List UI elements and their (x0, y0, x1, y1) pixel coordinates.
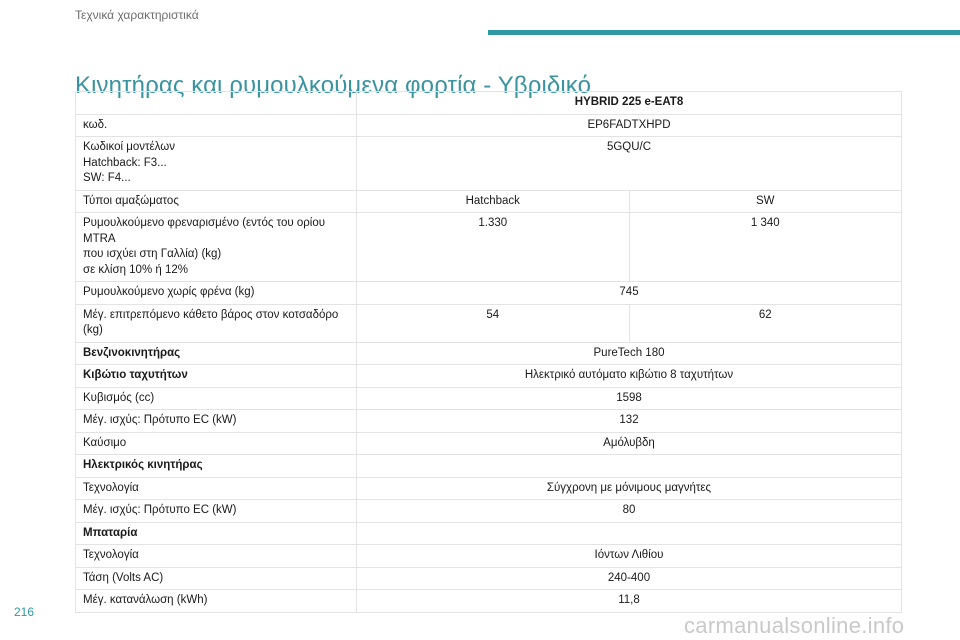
section-label: Βενζινοκινητήρας (76, 342, 357, 365)
table-row (76, 567, 902, 590)
row-label: Μέγ. κατανάλωση (kWh) (76, 590, 357, 613)
row-label: κωδ. (76, 114, 357, 137)
row-value: 5GQU/C (357, 137, 902, 191)
row-label: Τεχνολογία (76, 477, 357, 500)
row-label: Τάση (Volts AC) (76, 567, 357, 590)
row-label-line: SW: F4... (83, 172, 131, 184)
row-value: Σύγχρονη με μόνιμους μαγνήτες (357, 477, 902, 500)
table-row (76, 213, 902, 282)
page-number: 216 (14, 605, 35, 619)
table-row (76, 137, 902, 191)
row-label-line: Κωδικοί μοντέλων (83, 141, 175, 153)
row-value: 132 (357, 410, 902, 433)
row-value: 80 (357, 500, 902, 523)
row-value: 11,8 (357, 590, 902, 613)
row-value: Ηλεκτρικό αυτόματο κιβώτιο 8 ταχυτήτων (357, 365, 902, 388)
row-value-hatchback: 54 (357, 304, 630, 342)
row-value-sw: 1 340 (629, 213, 902, 282)
table-row (76, 342, 902, 365)
row-label: Μέγ. επιτρεπόμενο κάθετο βάρος στον κοτσαδόρο (kg) (76, 304, 357, 342)
row-value: Αμόλυβδη (357, 432, 902, 455)
row-value-hatchback: Hatchback (357, 190, 630, 213)
row-value-hatchback: 1.330 (357, 213, 630, 282)
row-value (357, 455, 902, 478)
row-value: EP6FADTXHPD (357, 114, 902, 137)
row-label: Ρυμουλκούμενο χωρίς φρένα (kg) (76, 282, 357, 305)
table-row (76, 304, 902, 342)
row-value: 240-400 (357, 567, 902, 590)
table-row (76, 190, 902, 213)
row-label-line: Hatchback: F3... (83, 156, 167, 169)
row-label: Τεχνολογία (76, 545, 357, 568)
table-row (76, 282, 902, 305)
table-row (76, 455, 902, 478)
row-value-sw: SW (629, 190, 902, 213)
running-header: Τεχνικά χαρακτηριστικά (75, 8, 199, 22)
row-label-line: σε κλίση 10% ή 12% (83, 263, 188, 276)
table-row (76, 410, 902, 433)
table-row (76, 477, 902, 500)
section-label: Ηλεκτρικός κινητήρας (76, 455, 357, 478)
section-label: Κιβώτιο ταχυτήτων (76, 365, 357, 388)
table-row (76, 545, 902, 568)
row-label: Καύσιμο (76, 432, 357, 455)
row-label: Τύποι αμαξώματος (76, 190, 357, 213)
table-row (76, 432, 902, 455)
row-value: PureTech 180 (357, 342, 902, 365)
table-row (76, 387, 902, 410)
row-value: 745 (357, 282, 902, 305)
row-label: Κυβισμός (cc) (76, 387, 357, 410)
header-accent-bar (488, 30, 960, 35)
row-value: 1598 (357, 387, 902, 410)
section-label: Μπαταρία (76, 522, 357, 545)
watermark: carmanualsonline.info (684, 613, 905, 638)
row-label-line: Ρυμουλκούμενο φρεναρισμένο (εντός του ορίου MTRA (83, 217, 326, 245)
table-row (76, 500, 902, 523)
table-row (76, 590, 902, 613)
page-title: Κινητήρας και ρυμουλκούμενα φορτία - Υβριδικό (75, 72, 592, 100)
row-label (76, 213, 357, 282)
table-row (76, 114, 902, 137)
row-label-line: που ισχύει στη Γαλλία) (kg) (83, 248, 222, 260)
row-value: Ιόντων Λιθίου (357, 545, 902, 568)
table-heading: HYBRID 225 e-EAT8 (357, 92, 902, 115)
row-label: Μέγ. ισχύς: Πρότυπο EC (kW) (76, 500, 357, 523)
table-row (76, 522, 902, 545)
spec-table (75, 91, 902, 613)
row-value-sw: 62 (629, 304, 902, 342)
table-cell-empty (76, 92, 357, 115)
table-row (76, 92, 902, 115)
table-row (76, 365, 902, 388)
row-value (357, 522, 902, 545)
row-label (76, 137, 357, 191)
row-label: Μέγ. ισχύς: Πρότυπο EC (kW) (76, 410, 357, 433)
